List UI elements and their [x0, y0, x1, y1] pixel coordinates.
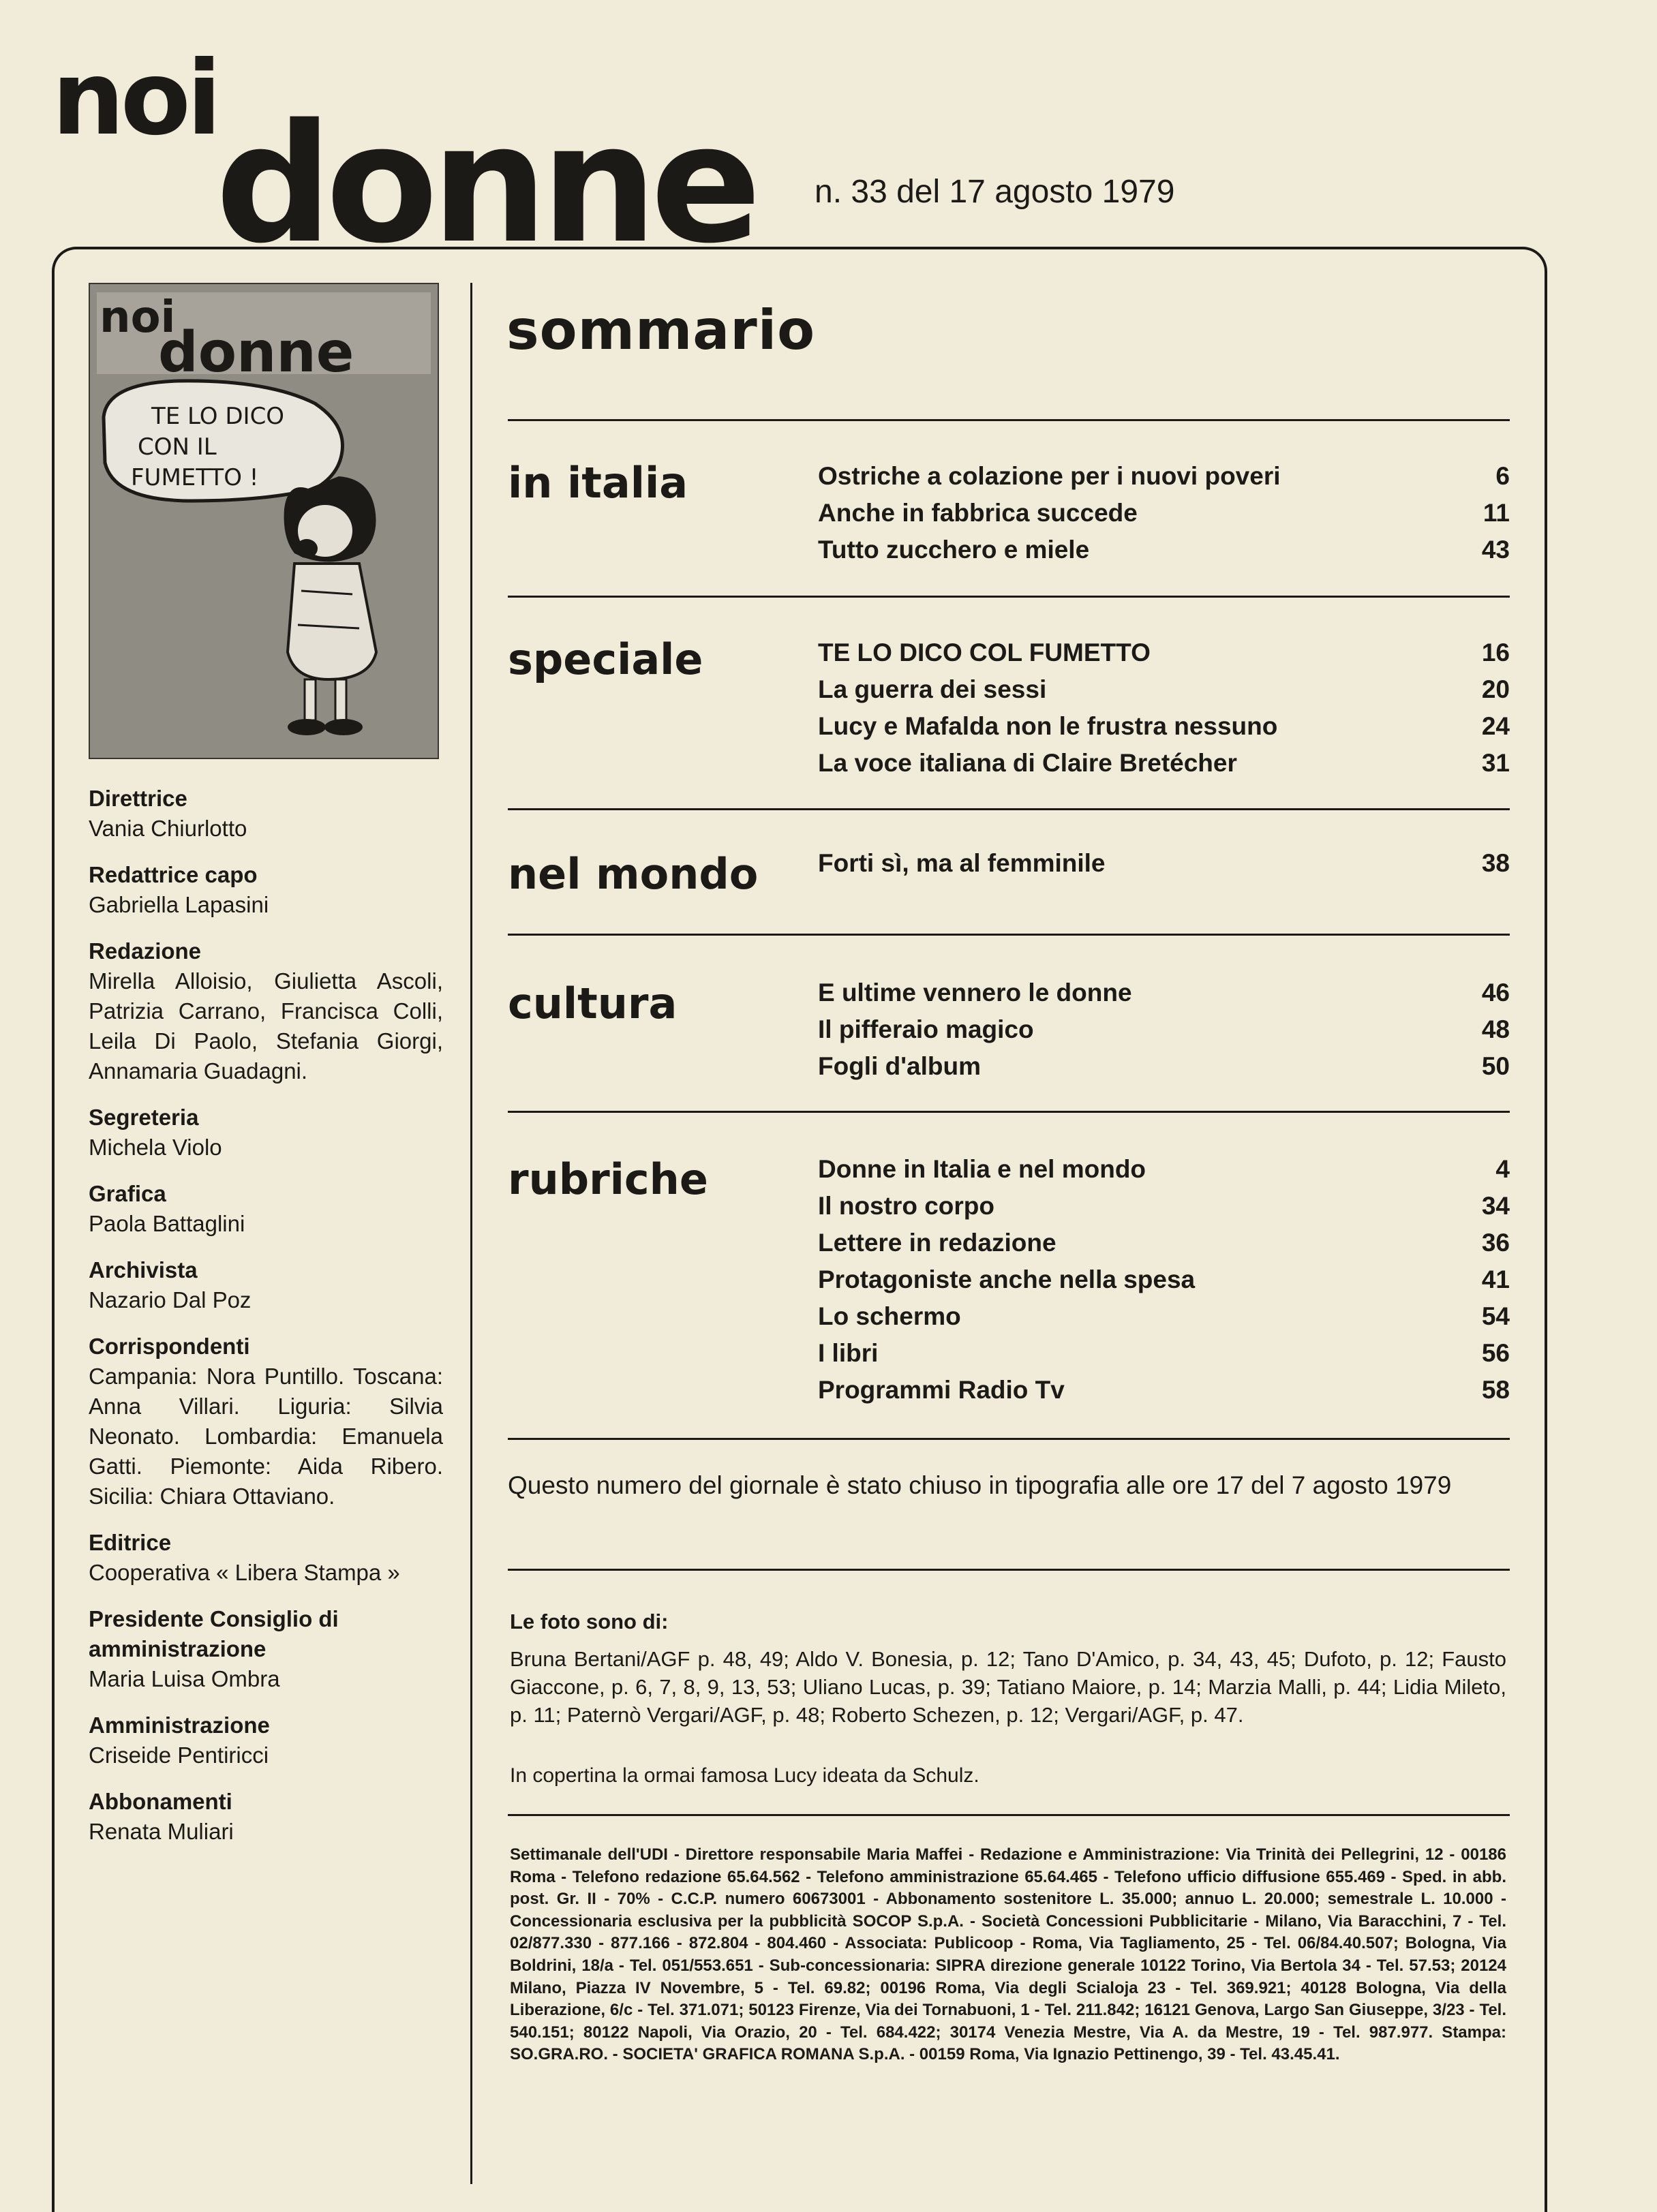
- item-title: E ultime vennero le donne: [818, 979, 1132, 1007]
- staff-role: Abbonamenti: [89, 1789, 232, 1814]
- summary-item[interactable]: [818, 845, 1510, 882]
- item-title: Ostriche a colazione per i nuovi poveri: [818, 462, 1281, 490]
- staff-name: Renata Muliari: [89, 1819, 234, 1844]
- staff-name: Vania Chiurlotto: [89, 816, 247, 841]
- section-rule: [508, 1111, 1510, 1113]
- balloon-line-3: FUMETTO !: [131, 464, 259, 491]
- photo-credits: Bruna Bertani/AGF p. 48, 49; Aldo V. Bonesia, p. 12; Tano D'Amico, p. 34, 43, 45; Dufoto, p. 12; Fausto Giaccone, p. 6, 7, 8, 9, 13, 53; Uliano Lucas, p. 39; Tatiano Maiore, p. 14; Marzia Malli, p. 44; Lidia Mileto, p. 11; Paternò Vergari/AGF, p. 48; Roberto Schezen, p. 12; Vergari/AGF, p. 47.: [510, 1647, 1506, 1727]
- summary-item[interactable]: [818, 708, 1510, 745]
- item-page: 11: [1483, 499, 1510, 527]
- staff-role: Corrispondenti: [89, 1334, 250, 1359]
- summary-item[interactable]: [818, 671, 1510, 708]
- closing-note: Questo numero del giornale è stato chiuso in tipografia alle ore 17 del 7 agosto 1979: [508, 1471, 1452, 1499]
- summary-item[interactable]: [818, 458, 1510, 495]
- section-rule: [508, 1814, 1510, 1816]
- summary-item[interactable]: [818, 1151, 1510, 1188]
- section-rule: [508, 808, 1510, 810]
- item-page: 6: [1495, 462, 1510, 490]
- staff-group: [89, 1710, 443, 1770]
- staff-group: [89, 1103, 443, 1163]
- section-items: [818, 1151, 1510, 1409]
- staff-name: Nazario Dal Poz: [89, 1287, 252, 1312]
- staff-name: Cooperativa « Libera Stampa »: [89, 1560, 400, 1585]
- section-rule: [508, 419, 1510, 421]
- staff-name: Maria Luisa Ombra: [89, 1666, 280, 1691]
- item-page: 38: [1481, 849, 1510, 877]
- summary-item[interactable]: [818, 1048, 1510, 1085]
- cover-logo-donne: donne: [158, 320, 354, 385]
- staff-role: Redattrice capo: [89, 862, 258, 887]
- item-title: Programmi Radio Tv: [818, 1376, 1065, 1404]
- staff-role: Archivista: [89, 1257, 198, 1282]
- item-page: 58: [1481, 1376, 1510, 1404]
- staff-group: [89, 784, 443, 844]
- staff-name: Mirella Alloisio, Giulietta Ascoli, Patrizia Carrano, Francisca Colli, Leila Di Paolo, Stefania Giorgi, Annamaria Guadagni.: [89, 968, 443, 1084]
- staff-role: Redazione: [89, 938, 202, 964]
- summary-item[interactable]: [818, 495, 1510, 532]
- cover-logo-noi: noi: [100, 292, 176, 343]
- item-page: 46: [1481, 979, 1510, 1007]
- section-rule: [508, 934, 1510, 936]
- staff-role: Segreteria: [89, 1105, 199, 1130]
- section-items: [818, 458, 1510, 568]
- item-title: Lucy e Mafalda non le frustra nessuno: [818, 712, 1278, 740]
- summary-item[interactable]: [818, 745, 1510, 782]
- cover-note: In copertina la ormai famosa Lucy ideata da Schulz.: [510, 1764, 979, 1787]
- staff-role: Grafica: [89, 1181, 166, 1206]
- item-page: 43: [1481, 536, 1510, 564]
- colophon: Settimanale dell'UDI - Direttore responsabile Maria Maffei - Redazione e Amministrazione: Via Trinità dei Pellegrini, 12 - 00186 Roma - Telefono redazione 65.64.562 - Telefono amministrazione 65.64.465 - Telefono ufficio diffusione 655.469 - Sped. in abb. post. Gr. II - 70% - C.C.P. numero 60673001 - Abbonamento sostenitore L. 35.000; annuo L. 20.000; semestrale L. 10.000 - Concessionaria esclusiva per la pubblicità SOCOP S.p.A. - Società Concessioni Pubblicitarie - Milano, Via Baracchini, 7 - Tel. 02/877.330 - 877.166 - 872.804 - 804.460 - Associata: Publicoop - Roma, Via Tagliamento, 25 - Tel. 06/84.40.507; Bologna, Via Boldrini, 18/a - Tel. 051/553.651 - Sub-concessionaria: SIPRA direzione generale 10122 Torino, Via Bertola 34 - Tel. 57.53; 20124 Milano, Piazza IV Novembre, 5 - Tel. 69.82; 00196 Roma, Via degli Scialoja 23 - Tel. 369.921; 40128 Bologna, Via della Liberazione, 6/c - Tel. 371.071; 50123 Firenze, Via dei Tornabuoni, 1 - Tel. 211.842; 16121 Genova, Largo San Giuseppe, 3/23 - Tel. 540.151; 80122 Napoli, Via Orazio, 20 - Tel. 684.422; 30174 Venezia Mestre, Via A. da Mestre, 19 - Tel. 987.977. Stampa: SO.GRA.RO. - SOCIETA' GRAFICA ROMANA S.p.A. - 00159 Roma, Via Ignazio Pettinengo, 39 - Tel. 43.45.41.: [510, 1845, 1506, 2064]
- item-title: Lo schermo: [818, 1302, 961, 1330]
- staff-name: Campania: Nora Puntillo. Toscana: Anna Villari. Liguria: Silvia Neonato. Lombardia: Emanuela Gatti. Piemonte: Aida Ribero. Sicilia: Chiara Ottaviano.: [89, 1364, 443, 1509]
- section-rule: [508, 1569, 1510, 1571]
- staff-role: Presidente Consiglio di amministrazione: [89, 1606, 339, 1661]
- cover-image: [89, 283, 439, 759]
- logo-noi: noi: [52, 40, 218, 158]
- summary-item[interactable]: [818, 1011, 1510, 1048]
- item-title: Il nostro corpo: [818, 1192, 994, 1220]
- item-title: Forti sì, ma al femminile: [818, 849, 1106, 877]
- section-heading: in italia: [508, 458, 688, 508]
- staff-group: [89, 860, 443, 920]
- staff-role: Amministrazione: [89, 1712, 270, 1738]
- item-title: La voce italiana di Claire Bretécher: [818, 749, 1237, 777]
- item-title: Fogli d'album: [818, 1052, 982, 1080]
- balloon-line-2: CON IL: [138, 433, 217, 461]
- item-title: Protagoniste anche nella spesa: [818, 1265, 1196, 1293]
- staff-group: [89, 1604, 443, 1694]
- section-heading: speciale: [508, 634, 703, 684]
- item-page: 4: [1495, 1155, 1510, 1183]
- item-page: 56: [1481, 1339, 1510, 1367]
- staff-name: Gabriella Lapasini: [89, 892, 269, 917]
- item-title: Anche in fabbrica succede: [818, 499, 1138, 527]
- staff-group: [89, 1255, 443, 1315]
- section-heading: rubriche: [508, 1154, 708, 1204]
- staff-role: Direttrice: [89, 786, 187, 811]
- issue-info: n. 33 del 17 agosto 1979: [815, 174, 1175, 210]
- summary-item[interactable]: [818, 1335, 1510, 1372]
- item-page: 54: [1481, 1302, 1510, 1330]
- item-page: 48: [1481, 1015, 1510, 1043]
- staff-box: [89, 784, 443, 1863]
- section-items: [818, 845, 1510, 882]
- staff-group: [89, 1332, 443, 1511]
- staff-name: Criseide Pentiricci: [89, 1742, 269, 1768]
- item-title: La guerra dei sessi: [818, 675, 1047, 703]
- item-page: 34: [1481, 1192, 1510, 1220]
- balloon-line-1: TE LO DICO: [151, 403, 285, 430]
- staff-group: [89, 1528, 443, 1588]
- item-title: Lettere in redazione: [818, 1229, 1056, 1257]
- item-page: 31: [1481, 749, 1510, 777]
- item-title: Il pifferaio magico: [818, 1015, 1034, 1043]
- column-divider: [470, 283, 472, 2184]
- photo-credits-heading: Le foto sono di:: [510, 1610, 669, 1633]
- item-title: Tutto zucchero e miele: [818, 536, 1090, 564]
- summary-item[interactable]: [818, 1188, 1510, 1225]
- summary-title: sommario: [506, 298, 816, 362]
- section-heading: cultura: [508, 979, 678, 1028]
- summary-item[interactable]: [818, 1372, 1510, 1409]
- item-page: 36: [1481, 1229, 1510, 1257]
- staff-group: [89, 1787, 443, 1847]
- item-page: 41: [1481, 1265, 1510, 1293]
- staff-role: Editrice: [89, 1530, 172, 1555]
- masthead-logo: [52, 40, 802, 279]
- logo-donne: donne: [215, 89, 755, 279]
- staff-group: [89, 936, 443, 1086]
- summary-item[interactable]: [818, 1225, 1510, 1261]
- item-page: 24: [1481, 712, 1510, 740]
- item-title: Donne in Italia e nel mondo: [818, 1155, 1146, 1183]
- item-page: 50: [1481, 1052, 1510, 1080]
- staff-name: Michela Violo: [89, 1135, 222, 1160]
- item-page: 16: [1481, 639, 1510, 666]
- item-title: I libri: [818, 1339, 879, 1367]
- section-rule: [508, 596, 1510, 598]
- item-page: 20: [1481, 675, 1510, 703]
- summary-item[interactable]: [818, 1298, 1510, 1335]
- staff-name: Paola Battaglini: [89, 1211, 245, 1236]
- staff-group: [89, 1179, 443, 1239]
- section-heading: nel mondo: [508, 849, 759, 899]
- item-title: TE LO DICO COL FUMETTO: [818, 639, 1151, 666]
- section-items: [818, 634, 1510, 782]
- summary-item[interactable]: [818, 974, 1510, 1011]
- section-rule: [508, 1438, 1510, 1440]
- summary-item[interactable]: [818, 634, 1510, 671]
- summary-item[interactable]: [818, 1261, 1510, 1298]
- summary-item[interactable]: [818, 532, 1510, 568]
- section-items: [818, 974, 1510, 1085]
